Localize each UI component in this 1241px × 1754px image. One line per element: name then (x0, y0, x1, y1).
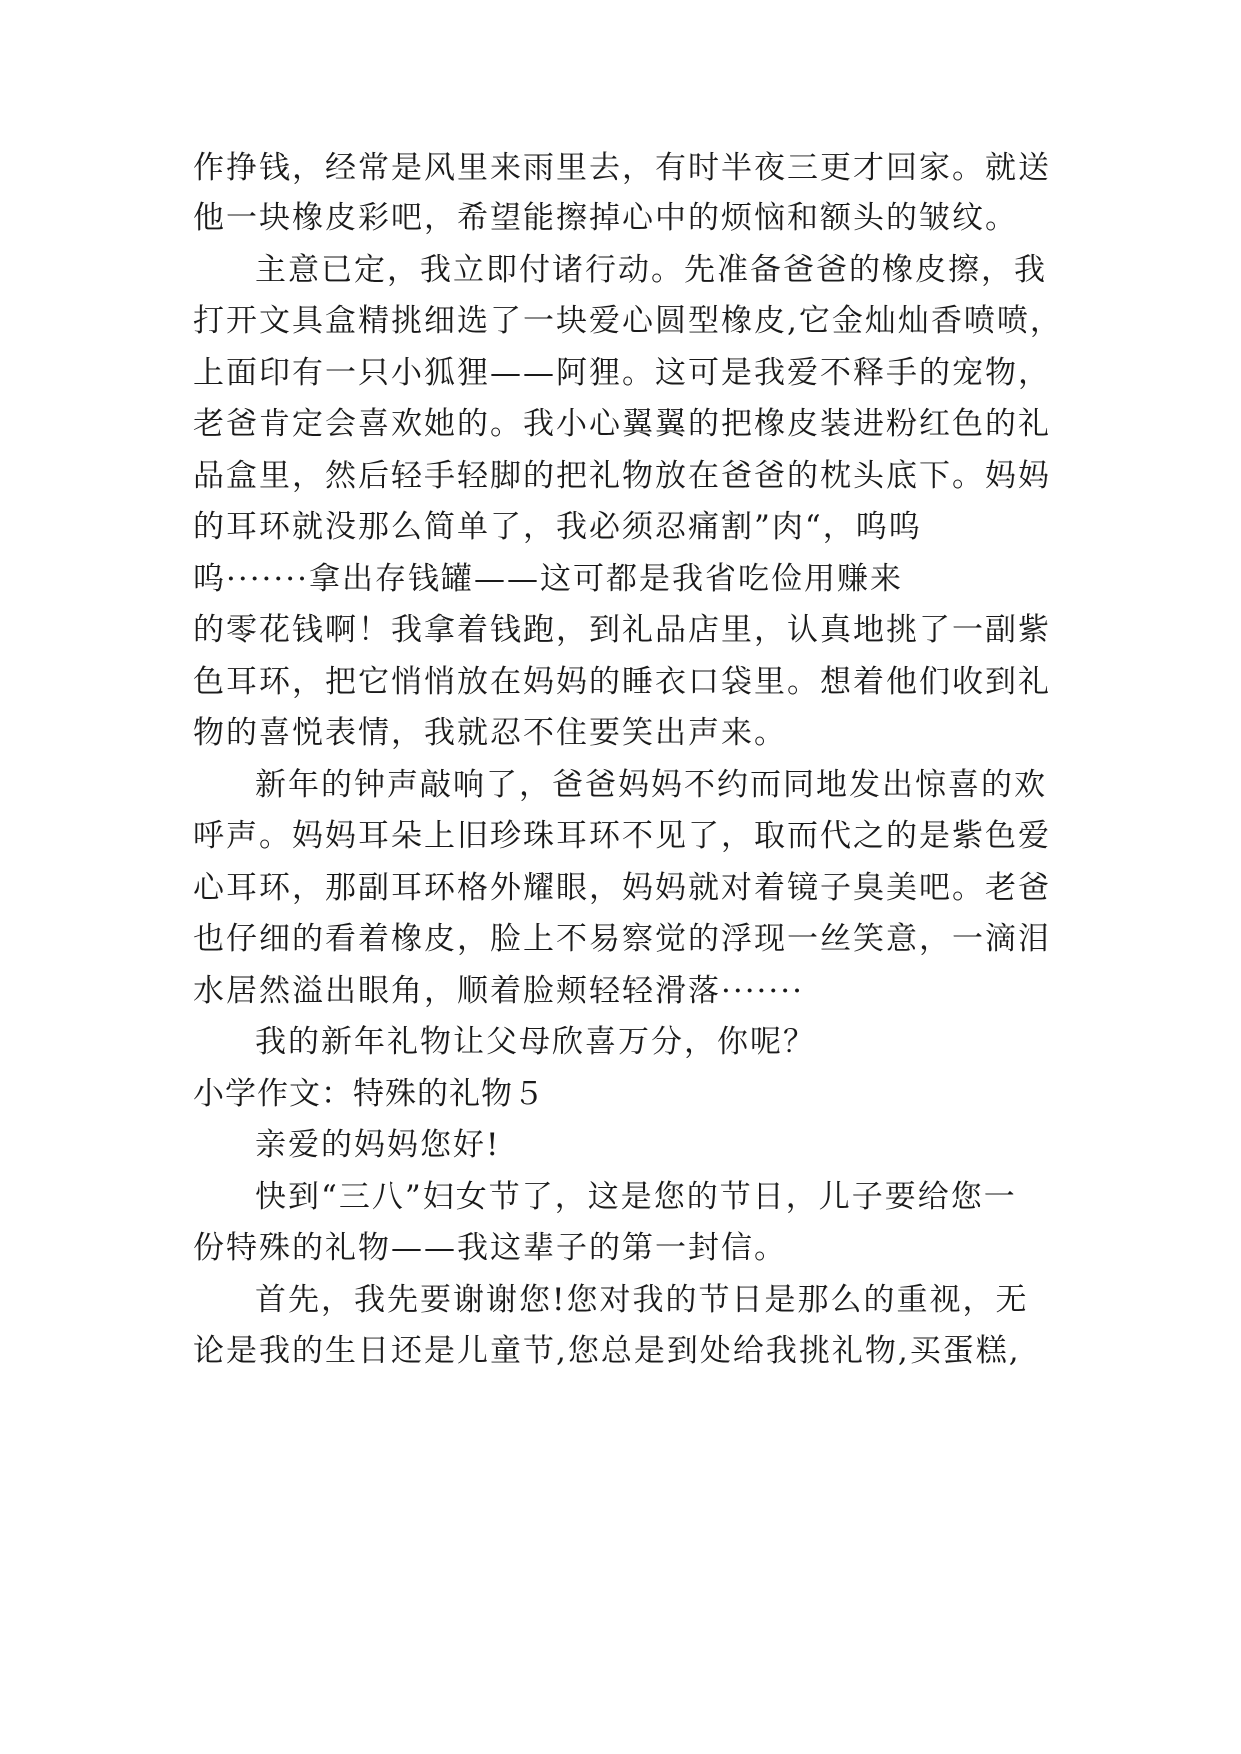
paragraph-1-line-1: 作挣钱，经常是风里来雨里去，有时半夜三更才回家。就送 (193, 150, 1051, 186)
paragraph-2-line-2: 打开文具盒精挑细选了一块爱心圆型橡皮,它金灿灿香喷喷， (193, 303, 1063, 339)
paragraph-5-line-2: 份特殊的礼物——我这辈子的第一封信。 (193, 1230, 787, 1266)
paragraph-3-line-3: 心耳环，那副耳环格外耀眼，妈妈就对着镜子臭美吧。老爸 (193, 870, 1051, 906)
paragraph-2-line-6: 的耳环就没那么简单了，我必须忍痛割”肉“，呜呜 (193, 509, 922, 545)
paragraph-3-line-1: 新年的钟声敲响了，爸爸妈妈不约而同地发出惊喜的欢 (255, 767, 1047, 803)
paragraph-6-line-1: 首先，我先要谢谢您!您对我的节日是那么的重视，无 (255, 1282, 1029, 1318)
paragraph-5-line-1: 快到“三八”妇女节了，这是您的节日，儿子要给您一 (255, 1179, 1017, 1215)
paragraph-2-line-7: 呜·······拿出存钱罐——这可都是我省吃俭用赚来 (193, 561, 903, 597)
paragraph-1-line-2: 他一块橡皮彩吧，希望能擦掉心中的烦恼和额头的皱纹。 (193, 200, 1018, 236)
paragraph-3-line-4: 也仔细的看着橡皮，脸上不易察觉的浮现一丝笑意，一滴泪 (193, 921, 1051, 957)
paragraph-2-line-3: 上面印有一只小狐狸——阿狸。这可是我爱不释手的宠物， (193, 355, 1051, 391)
paragraph-4-line-1: 我的新年礼物让父母欣喜万分，你呢？ (255, 1024, 816, 1060)
paragraph-2-line-8: 的零花钱啊！我拿着钱跑，到礼品店里，认真地挑了一副紫 (193, 612, 1051, 648)
paragraph-2-line-1: 主意已定，我立即付诸行动。先准备爸爸的橡皮擦，我 (255, 252, 1047, 288)
paragraph-2-line-9: 色耳环，把它悄悄放在妈妈的睡衣口袋里。想着他们收到礼 (193, 664, 1051, 700)
paragraph-3-line-5: 水居然溢出眼角，顺着脸颊轻轻滑落······· (193, 973, 804, 1009)
paragraph-2-line-4: 老爸肯定会喜欢她的。我小心翼翼的把橡皮装进粉红色的礼 (193, 406, 1051, 442)
greeting: 亲爱的妈妈您好! (255, 1127, 501, 1163)
section-heading: 小学作文：特殊的礼物５ (193, 1076, 545, 1112)
paragraph-2-line-5: 品盒里，然后轻手轻脚的把礼物放在爸爸的枕头底下。妈妈 (193, 458, 1051, 494)
paragraph-6-line-2: 论是我的生日还是儿童节,您总是到处给我挑礼物,买蛋糕, (193, 1333, 1021, 1369)
paragraph-2-line-10: 物的喜悦表情，我就忍不住要笑出声来。 (193, 715, 787, 751)
paragraph-3-line-2: 呼声。妈妈耳朵上旧珍珠耳环不见了，取而代之的是紫色爱 (193, 818, 1051, 854)
